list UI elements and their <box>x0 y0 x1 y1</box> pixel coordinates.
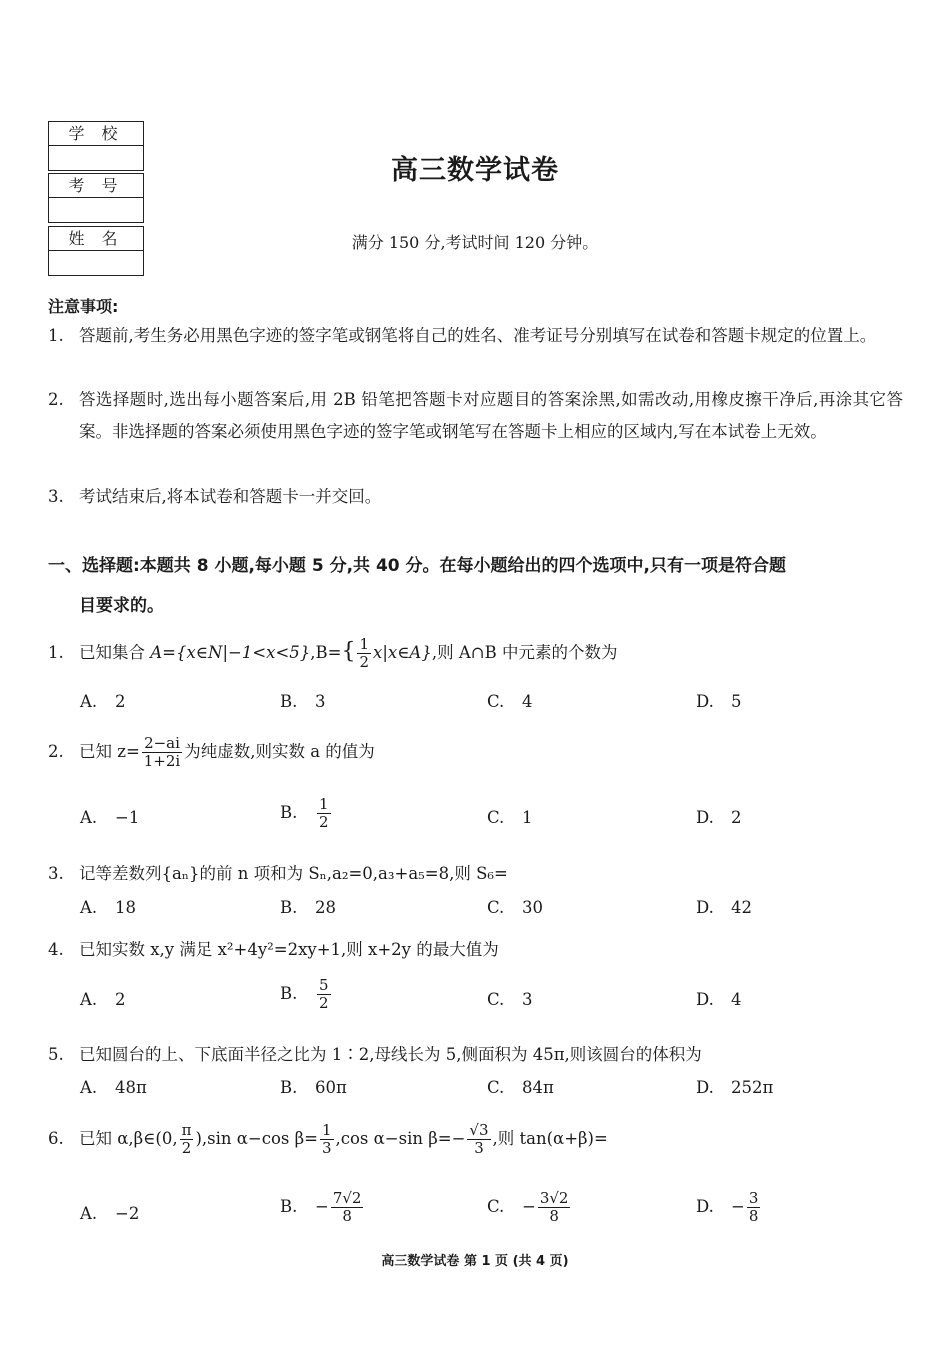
note-text: 答选择题时,选出每小题答案后,用 2B 铅笔把答题卡对应题目的答案涂黑,如需改动,用橡皮擦干净后,再涂其它答案。非选择题的答案必须使用黑色字迹的签字笔或钢笔写在答题卡上相应的区域内,写在本试卷上无效。 <box>79 390 903 441</box>
question-2 <box>48 735 375 770</box>
option-b[interactable] <box>280 796 333 831</box>
set-b-tail: x|x∈A} <box>373 643 432 662</box>
page-title: 高三数学试卷 <box>391 155 559 186</box>
option-label: C. <box>487 990 505 1009</box>
option-c[interactable] <box>487 1190 572 1225</box>
denominator: 3 <box>474 1139 484 1157</box>
question-text: 记等差数列{aₙ}的前 n 项和为 Sₙ,a₂=0,a₃+a₅=8,则 S₆= <box>79 864 508 883</box>
numerator: 3√2 <box>539 1189 569 1207</box>
option-text: 30 <box>522 898 543 917</box>
denominator: 3 <box>321 1139 332 1157</box>
option-text: 2 <box>115 692 126 711</box>
numerator: 1 <box>319 795 329 813</box>
question-6 <box>48 1122 608 1157</box>
fraction <box>142 735 182 770</box>
option-label: D. <box>696 1197 714 1216</box>
note-number: 1. <box>48 326 64 345</box>
option-a[interactable] <box>80 898 136 917</box>
option-a[interactable] <box>80 692 126 711</box>
numerator: 7√2 <box>332 1189 362 1207</box>
denominator: 8 <box>342 1207 352 1225</box>
note-item-1 <box>48 320 903 352</box>
fraction <box>317 977 331 1012</box>
fraction <box>331 1190 364 1225</box>
question-number: 6. <box>48 1129 64 1148</box>
question-text: 已知圆台的上、下底面半径之比为 1∶2,母线长为 5,侧面积为 45π,则该圆台的体积为 <box>79 1045 702 1064</box>
option-label: C. <box>487 898 505 917</box>
exam-subtitle: 满分 150 分,考试时间 120 分钟。 <box>351 233 599 252</box>
numerator: 5 <box>319 976 329 994</box>
question-5 <box>48 1041 702 1065</box>
option-d[interactable] <box>696 1190 762 1225</box>
option-a[interactable] <box>80 1204 139 1223</box>
numerator: 1 <box>359 635 370 653</box>
fraction <box>357 636 371 671</box>
option-text: 2 <box>115 990 126 1009</box>
note-item-3 <box>48 481 903 513</box>
option-c[interactable] <box>487 1078 554 1097</box>
option-b[interactable] <box>280 977 333 1012</box>
option-c[interactable] <box>487 808 533 827</box>
question-text: ,则 tan(α+β)= <box>492 1129 608 1148</box>
option-text: 18 <box>115 898 136 917</box>
note-text: 答题前,考生务必用黑色字迹的签字笔或钢笔将自己的姓名、准考证号分别填写在试卷和答题卡规定的位置上。 <box>79 326 877 345</box>
option-label: B. <box>280 1197 298 1216</box>
option-label: C. <box>487 1197 505 1216</box>
fraction <box>317 796 331 831</box>
denominator: 2 <box>319 813 329 831</box>
denominator: 8 <box>748 1207 759 1225</box>
question-text: 为纯虚数,则实数 a 的值为 <box>184 742 375 761</box>
option-c[interactable] <box>487 692 533 711</box>
page-footer: 高三数学试卷 第 1 页 (共 4 页) <box>381 1254 569 1269</box>
option-d[interactable] <box>696 808 742 827</box>
option-b[interactable] <box>280 898 336 917</box>
question-text: ,cos α−sin β=− <box>335 1129 466 1148</box>
option-label: B. <box>280 984 298 1003</box>
question-text: 已知集合 <box>79 643 151 662</box>
option-d[interactable] <box>696 692 742 711</box>
denominator: 2 <box>359 653 370 671</box>
notes-heading: 注意事项: <box>48 297 119 316</box>
fraction <box>320 1122 334 1157</box>
question-3 <box>48 860 508 884</box>
question-text: ,B= <box>310 643 342 662</box>
option-text: 4 <box>522 692 533 711</box>
option-text: 3 <box>315 692 326 711</box>
numerator: 2−ai <box>144 734 180 752</box>
info-blank-exam-number[interactable] <box>49 198 143 222</box>
option-a[interactable] <box>80 808 139 827</box>
option-text: −2 <box>115 1204 140 1223</box>
question-number: 2. <box>48 742 64 761</box>
option-a[interactable] <box>80 1078 147 1097</box>
option-d[interactable] <box>696 898 752 917</box>
section-heading <box>48 546 903 626</box>
option-label: A. <box>80 692 98 711</box>
option-text: 5 <box>731 692 742 711</box>
option-label: B. <box>280 692 298 711</box>
fraction <box>747 1190 761 1225</box>
section-line-1: 一、选择题:本题共 8 小题,每小题 5 分,共 40 分。在每小题给出的四个选项中,只有一项是符合题 <box>48 556 786 576</box>
option-label: C. <box>487 692 505 711</box>
option-label: D. <box>696 990 714 1009</box>
option-label: B. <box>280 803 298 822</box>
option-text: 48π <box>115 1078 147 1097</box>
option-label: A. <box>80 1204 98 1223</box>
option-label: C. <box>487 808 505 827</box>
option-sign: − <box>522 1197 536 1216</box>
option-label: A. <box>80 1078 98 1097</box>
option-text: 252π <box>731 1078 774 1097</box>
option-label: B. <box>280 898 298 917</box>
option-label: A. <box>80 990 98 1009</box>
option-label: C. <box>487 1078 505 1097</box>
option-d[interactable] <box>696 1078 773 1097</box>
option-label: D. <box>696 1078 714 1097</box>
option-text: 84π <box>522 1078 554 1097</box>
option-b[interactable] <box>280 1078 347 1097</box>
option-text: 4 <box>731 990 742 1009</box>
numerator: 3 <box>748 1189 759 1207</box>
option-label: B. <box>280 1078 298 1097</box>
question-text: ),sin α−cos β= <box>195 1129 318 1148</box>
option-sign: − <box>731 1197 745 1216</box>
option-label: D. <box>696 898 714 917</box>
fraction <box>467 1122 490 1157</box>
question-number: 5. <box>48 1045 64 1064</box>
option-text: 28 <box>315 898 336 917</box>
set-a: A={x∈N|−1<x<5} <box>150 643 311 662</box>
info-label-name: 姓 名 <box>49 227 143 251</box>
option-b[interactable] <box>280 1190 365 1225</box>
note-text: 考试结束后,将本试卷和答题卡一并交回。 <box>79 487 382 506</box>
option-text: 60π <box>315 1078 347 1097</box>
numerator: √3 <box>469 1121 489 1139</box>
note-number: 2. <box>48 390 64 409</box>
option-text: 2 <box>731 808 742 827</box>
question-number: 1. <box>48 643 64 662</box>
question-text: ,则 A∩B 中元素的个数为 <box>431 643 618 662</box>
option-sign: − <box>315 1197 329 1216</box>
question-text: 已知 z= <box>79 742 140 761</box>
numerator: 1 <box>321 1121 332 1139</box>
question-text: 已知实数 x,y 满足 x²+4y²=2xy+1,则 x+2y 的最大值为 <box>79 940 499 959</box>
info-label-school: 学 校 <box>49 122 143 146</box>
denominator: 8 <box>549 1207 559 1225</box>
option-label: D. <box>696 808 714 827</box>
option-text: 1 <box>522 808 533 827</box>
note-number: 3. <box>48 487 64 506</box>
option-text: 3 <box>522 990 533 1009</box>
numerator: π <box>181 1121 192 1139</box>
denominator: 2 <box>319 994 329 1012</box>
info-label-exam-number: 考 号 <box>49 174 143 198</box>
fraction <box>180 1122 194 1157</box>
note-item-2 <box>48 384 903 448</box>
option-label: A. <box>80 808 98 827</box>
question-number: 4. <box>48 940 64 959</box>
option-a[interactable] <box>80 990 126 1009</box>
option-text: −1 <box>115 808 140 827</box>
option-c[interactable] <box>487 898 543 917</box>
question-4 <box>48 936 499 960</box>
denominator: 1+2i <box>143 752 181 770</box>
option-label: D. <box>696 692 714 711</box>
option-d[interactable] <box>696 990 742 1009</box>
option-c[interactable] <box>487 990 533 1009</box>
option-text: 42 <box>731 898 752 917</box>
question-text: 已知 α,β∈(0, <box>79 1129 178 1148</box>
section-line-2: 目要求的。 <box>79 596 164 616</box>
denominator: 2 <box>181 1139 192 1157</box>
info-blank-name[interactable] <box>49 251 143 275</box>
option-label: A. <box>80 898 98 917</box>
option-b[interactable] <box>280 692 326 711</box>
question-1 <box>48 636 617 671</box>
fraction <box>538 1190 571 1225</box>
brace-open: { <box>341 639 356 664</box>
question-number: 3. <box>48 864 64 883</box>
